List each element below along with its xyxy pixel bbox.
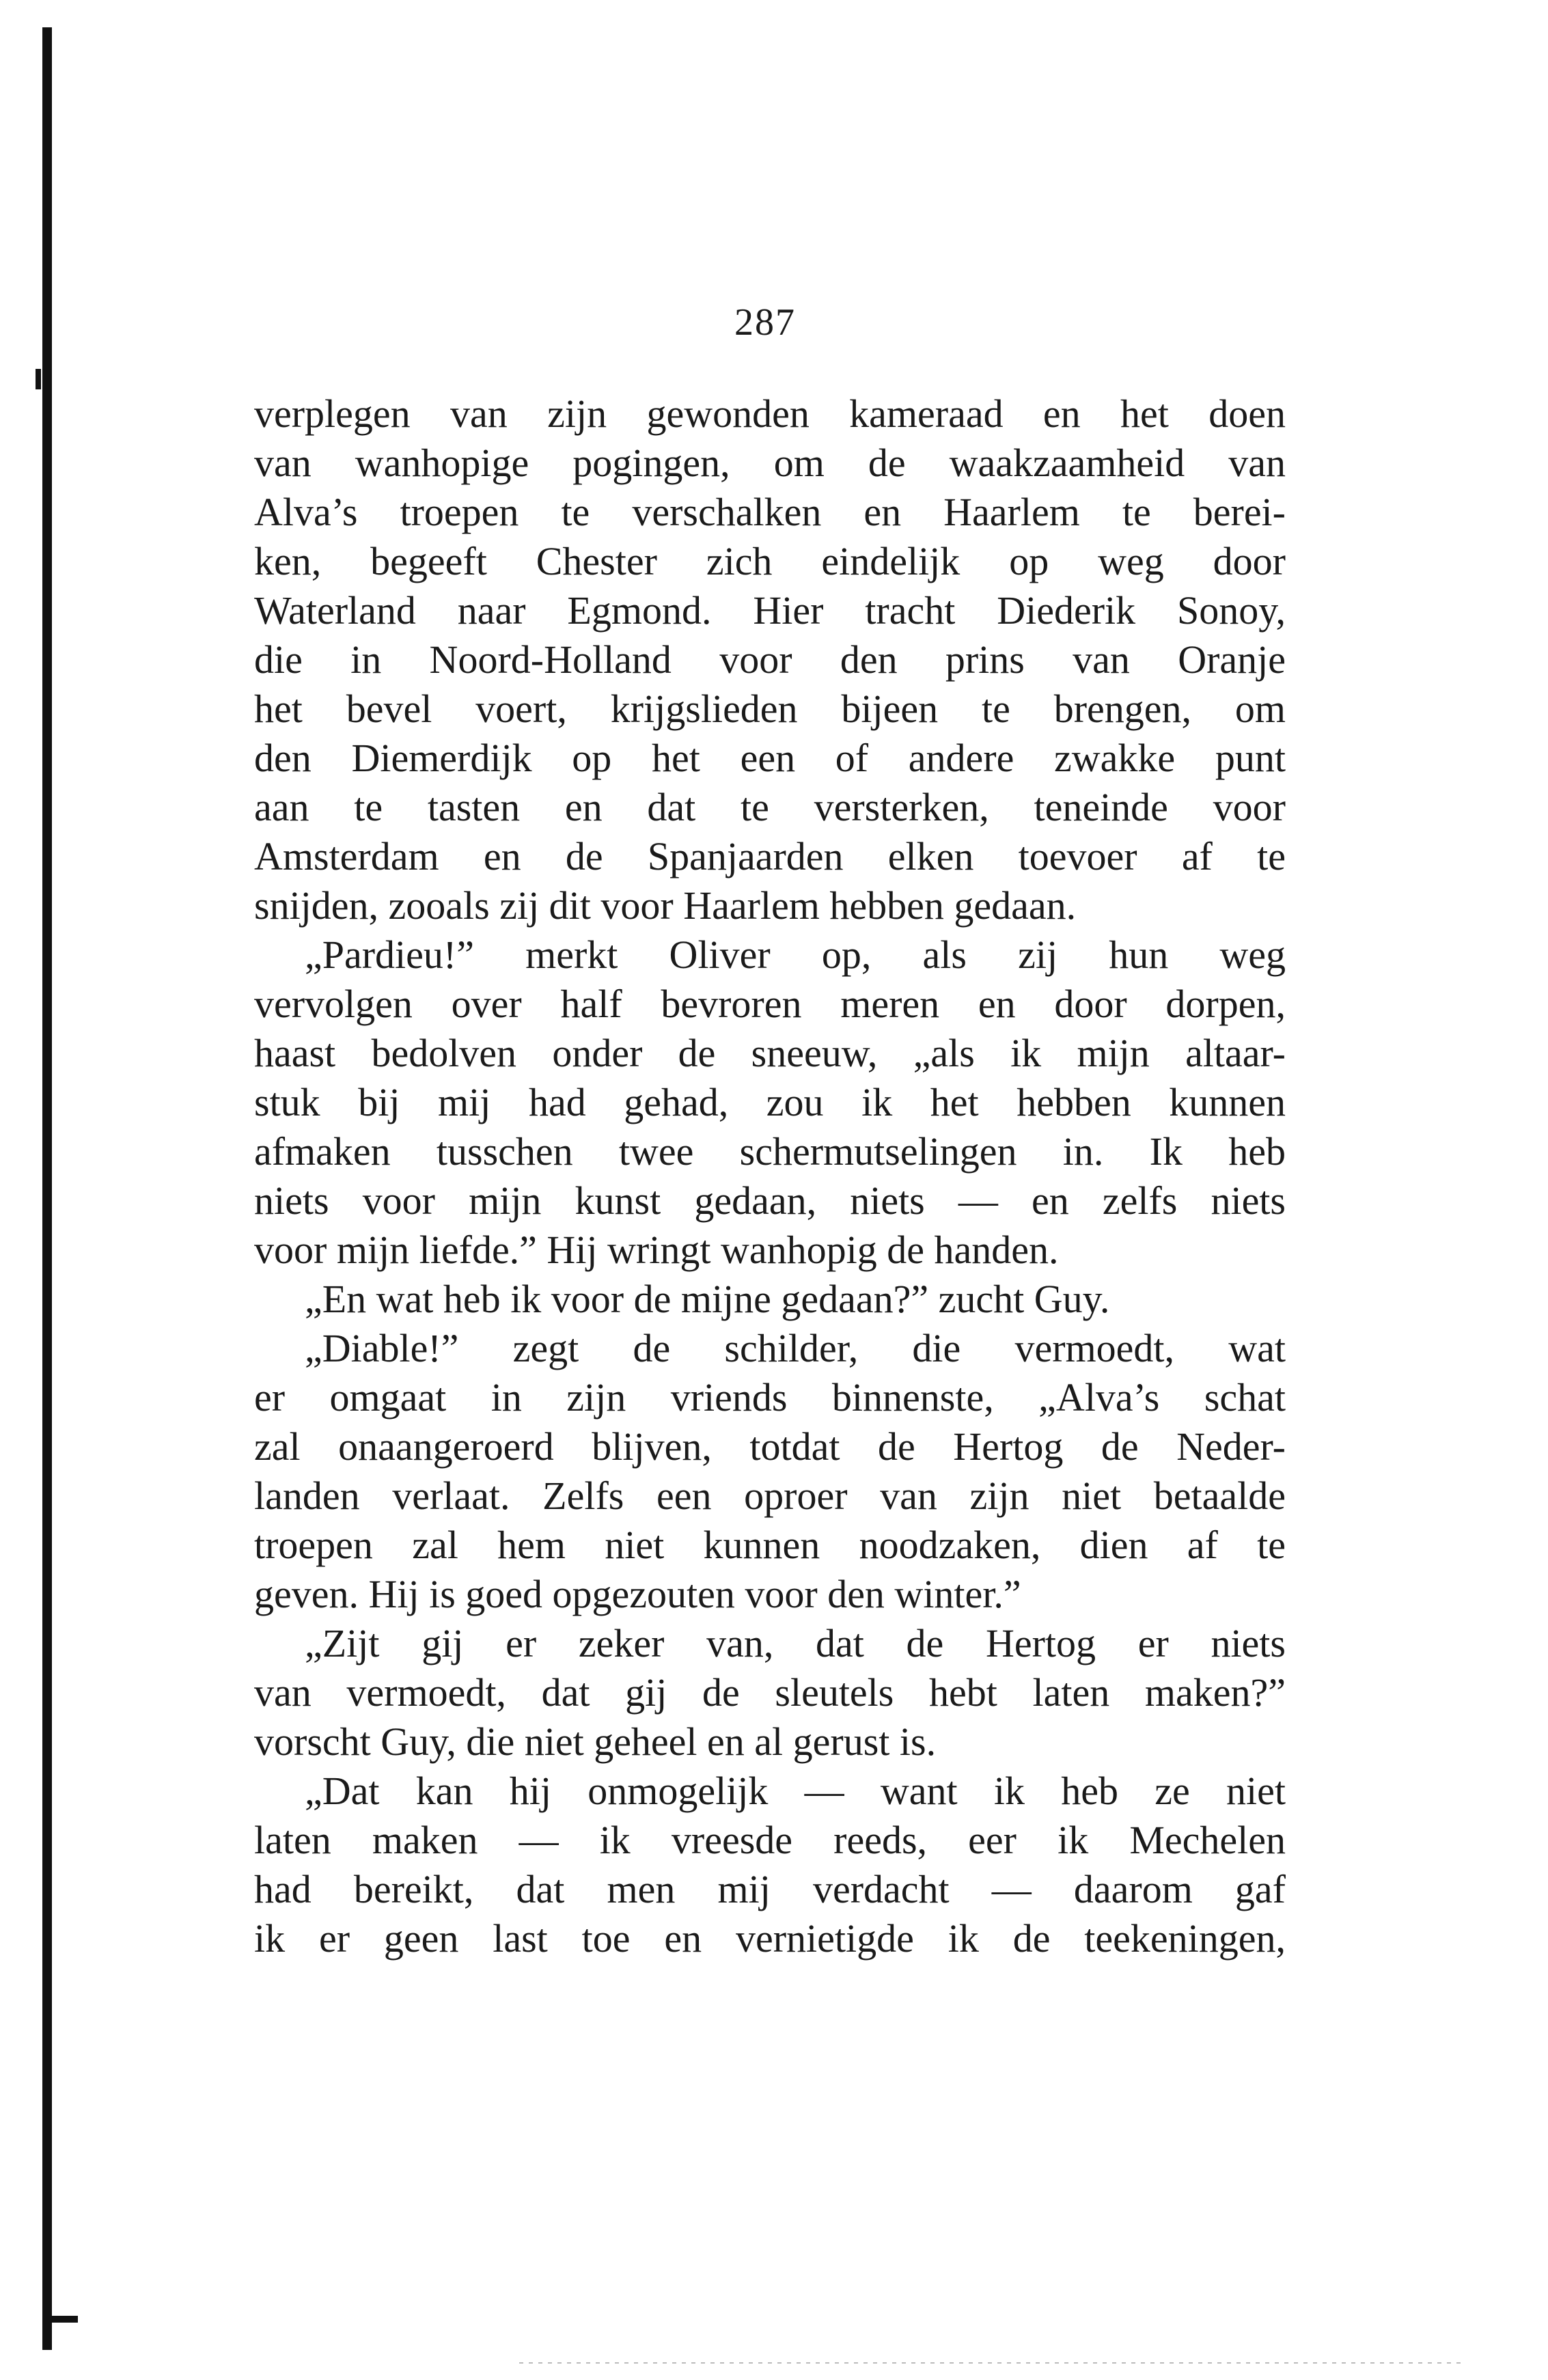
text-line: had bereikt, dat men mij verdacht — daarom gaf [254, 1867, 1286, 1911]
text-line: „Dat kan hij onmogelijk — want ik heb ze niet [305, 1769, 1286, 1813]
text-line: het bevel voert, krijgslieden bijeen te brengen, om [254, 687, 1286, 731]
text-line: „Pardieu!” merkt Oliver op, als zij hun weg [305, 932, 1286, 977]
text-line: haast bedolven onder de sneeuw, „als ik mijn altaar- [254, 1031, 1286, 1075]
text-line: ik er geen last toe en vernietigde ik de teekeningen, [254, 1916, 1286, 1961]
text-line: geven. Hij is goed opgezouten voor den winter.” [254, 1572, 1021, 1616]
text-line: niets voor mijn kunst gedaan, niets — en zelfs niets [254, 1178, 1286, 1223]
text-line: vorscht Guy, die niet geheel en al gerust is. [254, 1719, 937, 1764]
text-line: laten maken — ik vreesde reeds, eer ik Mechelen [254, 1818, 1286, 1862]
text-line: Amsterdam en de Spanjaarden elken toevoer af te [254, 834, 1286, 878]
text-line: er omgaat in zijn vriends binnenste, „Alva’s schat [254, 1375, 1286, 1420]
text-line: vervolgen over half bevroren meren en door dorpen, [254, 982, 1286, 1026]
text-line: stuk bij mij had gehad, zou ik het hebben kunnen [254, 1080, 1286, 1124]
text-line: snijden, zooals zij dit voor Haarlem hebben gedaan. [254, 883, 1077, 928]
scan-bottom-marks [519, 2362, 1462, 2364]
text-line: verplegen van zijn gewonden kameraad en het doen [254, 391, 1286, 436]
text-line: van wanhopige pogingen, om de waakzaamheid van [254, 441, 1286, 485]
body-text [254, 389, 1286, 1963]
text-line: Alva’s troepen te verschalken en Haarlem te berei- [254, 490, 1286, 534]
text-line: „Diable!” zegt de schilder, die vermoedt, wat [305, 1326, 1286, 1370]
text-line: voor mijn liefde.” Hij wringt wanhopig de handen. [254, 1228, 1059, 1272]
text-line: van vermoedt, dat gij de sleutels hebt laten maken?” [254, 1670, 1286, 1715]
text-line: troepen zal hem niet kunnen noodzaken, dien af te [254, 1523, 1286, 1567]
text-line: „En wat heb ik voor de mijne gedaan?” zucht Guy. [305, 1277, 1110, 1321]
text-line: „Zijt gij er zeker van, dat de Hertog er niets [305, 1621, 1286, 1665]
text-line: afmaken tusschen twee schermutselingen in. Ik heb [254, 1129, 1286, 1174]
text-line: aan te tasten en dat te versterken, teneinde voor [254, 785, 1286, 829]
page-number: 287 [734, 301, 796, 344]
text-line: ken, begeeft Chester zich eindelijk op weg door [254, 539, 1286, 583]
page-binding-edge [42, 27, 52, 2350]
text-line: zal onaangeroerd blijven, totdat de Hertog de Neder- [254, 1424, 1286, 1469]
text-line: den Diemerdijk op het een of andere zwakke punt [254, 736, 1286, 780]
text-line: Waterland naar Egmond. Hier tracht Diederik Sonoy, [254, 588, 1286, 633]
text-line: landen verlaat. Zelfs een oproer van zijn niet betaalde [254, 1473, 1286, 1518]
text-line: die in Noord-Holland voor den prins van Oranje [254, 637, 1286, 682]
